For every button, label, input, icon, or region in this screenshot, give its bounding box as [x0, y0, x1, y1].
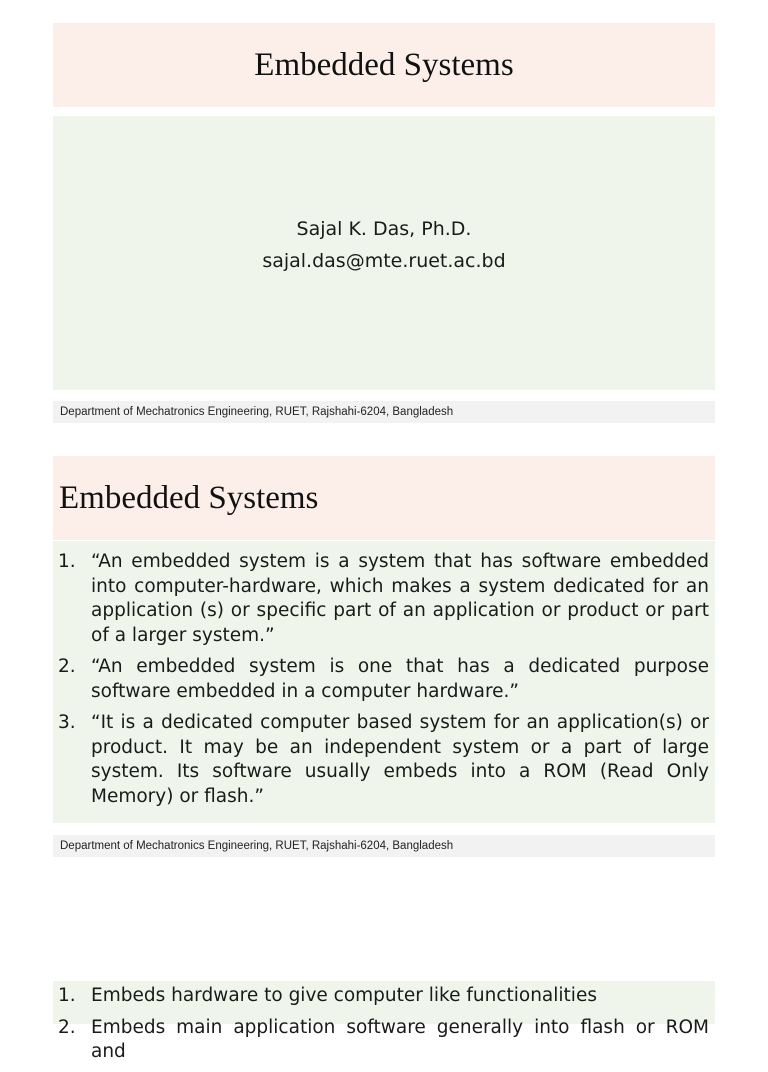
list-item: [53, 550, 709, 648]
list-item-number: 1.: [58, 985, 76, 1006]
list-item: [53, 655, 709, 704]
list-item: [53, 711, 709, 809]
list-item-text: “An embedded system is a system that has software embedded into computer-hardware, which makes a system dedicated for an application (s) or specific part of an application or product or part of a larger system.”: [91, 551, 709, 646]
definition-list: [53, 550, 709, 816]
slide1-title-box: [53, 23, 715, 107]
slide1-footer: Department of Mechatronics Engineering, RUET, Rajshahi-6204, Bangladesh: [53, 401, 715, 423]
list-item-number: 2.: [58, 1016, 76, 1038]
slide1-content-box: [53, 116, 715, 390]
feature-list: [53, 984, 709, 1072]
slide3-content-box: [53, 981, 715, 1062]
list-item: [53, 1016, 709, 1065]
list-item-text: Embeds main application software generally into flash or ROM and: [91, 1016, 709, 1062]
list-item: [53, 984, 709, 1009]
slide1-title: Embedded Systems: [254, 47, 514, 83]
slide2-title: Embedded Systems: [59, 480, 319, 516]
slide2-title-box: [53, 456, 715, 540]
slide2-footer: Department of Mechatronics Engineering, RUET, Rajshahi-6204, Bangladesh: [53, 835, 715, 857]
author-email: sajal.das@mte.ruet.ac.bd: [262, 250, 506, 272]
author-name: Sajal K. Das, Ph.D.: [296, 218, 472, 240]
list-item-number: 2.: [58, 656, 76, 677]
list-item-text: Embeds hardware to give computer like functionalities: [91, 985, 597, 1006]
list-item-number: 3.: [58, 712, 76, 733]
list-item-number: 1.: [58, 551, 76, 572]
list-item-text: “An embedded system is one that has a dedicated purpose software embedded in a computer hardware.”: [91, 656, 709, 702]
list-item-text: “It is a dedicated computer based system for an application(s) or product. It may be an independent system or a part of large system. Its software usually embeds into a ROM (Read Only Memory) or flash.”: [91, 712, 709, 807]
slide2-content-box: [53, 541, 715, 823]
